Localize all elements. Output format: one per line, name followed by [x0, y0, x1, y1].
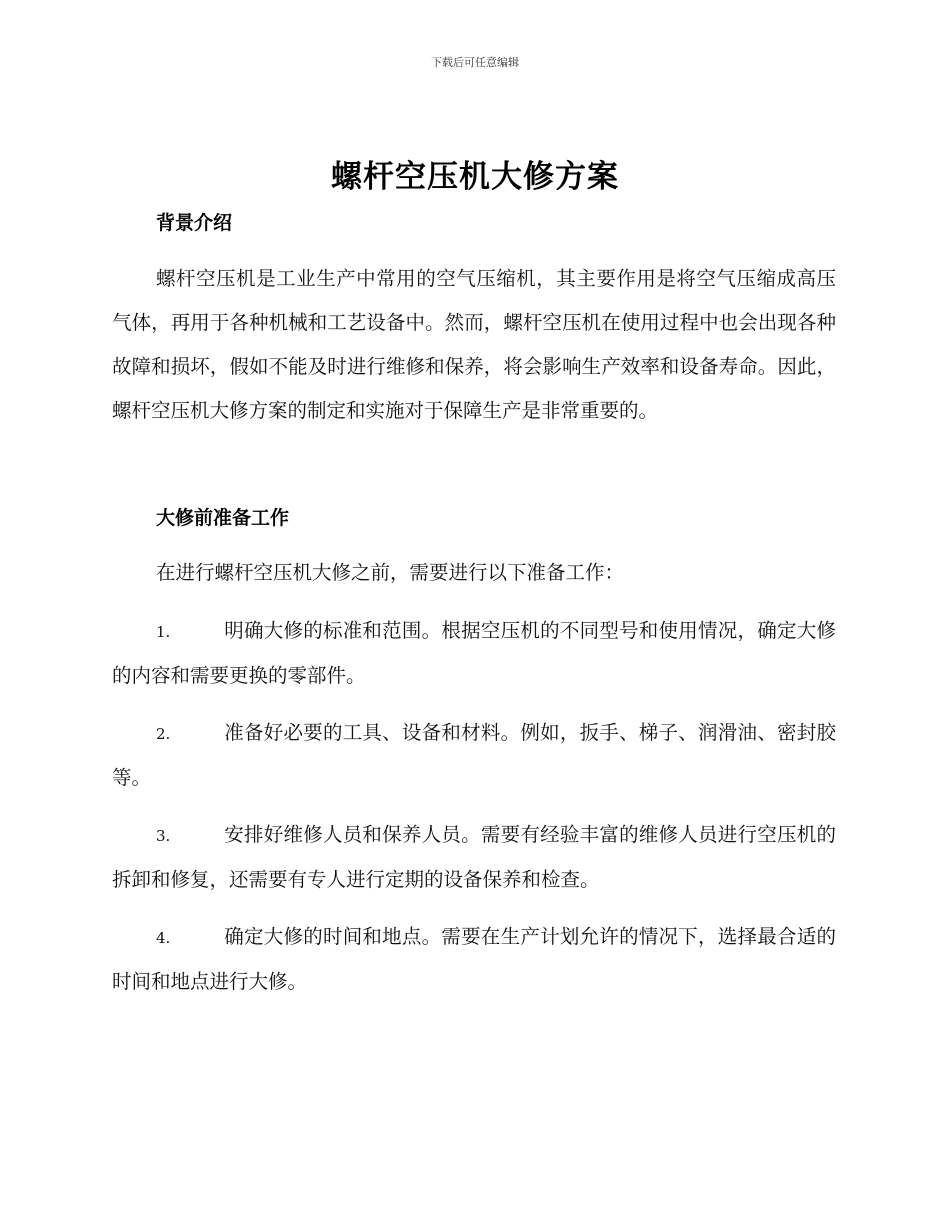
section-heading-background: 背景介绍 — [156, 212, 233, 234]
list-item-number: 1. — [156, 623, 171, 641]
list-item — [112, 813, 836, 902]
preparation-intro: 在进行螺杆空压机大修之前，需要进行以下准备工作： — [156, 561, 625, 584]
list-item-text: 安排好维修人员和保养人员。需要有经验丰富的维修人员进行空压机的拆卸和修复，还需要有专人进行定期的设备保养和检查。 — [112, 823, 836, 891]
section-heading-preparation: 大修前准备工作 — [156, 507, 290, 529]
list-item — [112, 711, 836, 800]
list-item-number: 2. — [156, 725, 171, 743]
list-item — [112, 609, 836, 698]
document-title: 螺杆空压机大修方案 — [331, 159, 619, 195]
background-paragraph: 螺杆空压机是工业生产中常用的空气压缩机，其主要作用是将空气压缩成高压气体，再用于各种机械和工艺设备中。然而，螺杆空压机在使用过程中也会出现各种故障和损坏，假如不能及时进行维修和保养，将会影响生产效率和设备寿命。因此，螺杆空压机大修方案的制定和实施对于保障生产是非常重要的。 — [112, 267, 836, 422]
list-item-text: 确定大修的时间和地点。需要在生产计划允许的情况下，选择最合适的时间和地点进行大修。 — [112, 925, 836, 993]
list-item-number: 4. — [156, 929, 171, 947]
list-item — [112, 915, 836, 1004]
list-item-text: 明确大修的标准和范围。根据空压机的不同型号和使用情况，确定大修的内容和需要更换的零部件。 — [112, 619, 836, 687]
list-item-number: 3. — [156, 827, 171, 845]
header-note: 下载后可任意编辑 — [431, 56, 519, 69]
list-item-text: 准备好必要的工具、设备和材料。例如，扳手、梯子、润滑油、密封胶等。 — [112, 721, 836, 789]
